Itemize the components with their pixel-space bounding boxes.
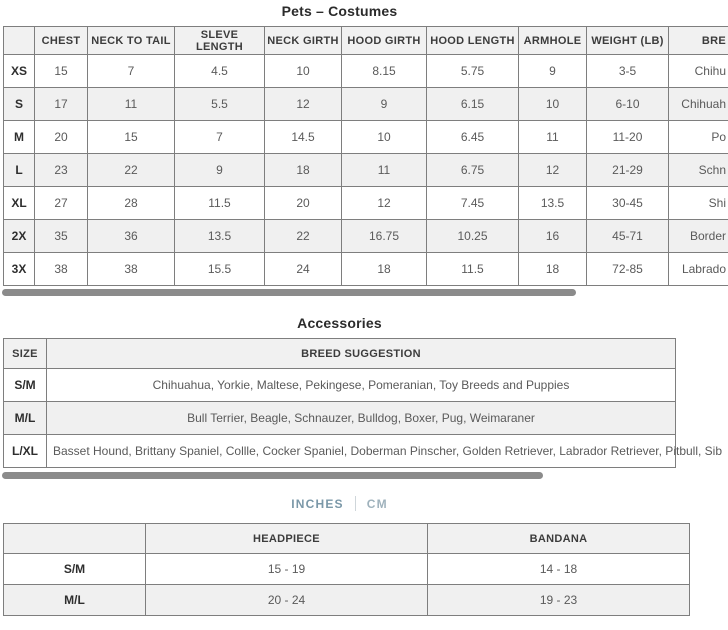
- table-row: [4, 55, 728, 88]
- breed-cell-clipped: Po: [669, 121, 728, 154]
- cell: 7.45: [427, 187, 519, 220]
- cell: 11: [519, 121, 587, 154]
- cell: 10: [265, 55, 342, 88]
- size-label: 2X: [4, 220, 35, 253]
- unit-toggle: [0, 496, 679, 511]
- size-label: M: [4, 121, 35, 154]
- cell: 6.45: [427, 121, 519, 154]
- size-label: XL: [4, 187, 35, 220]
- unit-tab-inches[interactable]: INCHES: [291, 496, 344, 511]
- cell: 9: [175, 154, 265, 187]
- breed-cell-clipped: Schn: [669, 154, 728, 187]
- cell: 13.5: [519, 187, 587, 220]
- cell: 38: [88, 253, 175, 286]
- size-label: S/M: [4, 369, 47, 402]
- cell: 20: [35, 121, 88, 154]
- breed-cell-clipped: Shi: [669, 187, 728, 220]
- headpiece-cell: 20 - 24: [146, 585, 428, 616]
- cell: 12: [342, 187, 427, 220]
- cell: 22: [265, 220, 342, 253]
- cell: 5.5: [175, 88, 265, 121]
- cell: 11.5: [175, 187, 265, 220]
- cell: 15: [88, 121, 175, 154]
- cell: 3-5: [587, 55, 669, 88]
- cell: 30-45: [587, 187, 669, 220]
- cell: 4.5: [175, 55, 265, 88]
- cell: 8.15: [342, 55, 427, 88]
- sleve-length-header: SLEVE LENGTH: [175, 27, 265, 55]
- table-row: [4, 369, 676, 402]
- cell: 24: [265, 253, 342, 286]
- cell: 7: [88, 55, 175, 88]
- table-row: [4, 253, 728, 286]
- size-label: XS: [4, 55, 35, 88]
- costumes-size-table: [3, 26, 728, 286]
- horizontal-scrollbar-thumb[interactable]: [2, 472, 543, 479]
- headwear-size-table: [3, 523, 690, 616]
- bandana-header: BANDANA: [428, 524, 690, 554]
- cell: 22: [88, 154, 175, 187]
- cell: 7: [175, 121, 265, 154]
- cell: 11: [342, 154, 427, 187]
- cell: 45-71: [587, 220, 669, 253]
- cell: 35: [35, 220, 88, 253]
- cell: 5.75: [427, 55, 519, 88]
- hood-length-header: HOOD LENGTH: [427, 27, 519, 55]
- cell: 10.25: [427, 220, 519, 253]
- neck-to-tail-header: NECK TO TAIL: [88, 27, 175, 55]
- breed-cell-clipped: Labrado: [669, 253, 728, 286]
- breed-suggestion-cell: Bull Terrier, Beagle, Schnauzer, Bulldog, Boxer, Pug, Weimaraner: [47, 402, 676, 435]
- cell: 28: [88, 187, 175, 220]
- cell: 6.75: [427, 154, 519, 187]
- accessories-header-row: [4, 339, 676, 369]
- table-row: [4, 220, 728, 253]
- cell: 6-10: [587, 88, 669, 121]
- table-row: [4, 402, 676, 435]
- cell: 14.5: [265, 121, 342, 154]
- breed-suggestion-cell-clipped: Basset Hound, Brittany Spaniel, Collle, Cocker Spaniel, Doberman Pinscher, Golden Retriever, Labrador Retriever, Pitbull, Sib: [47, 435, 676, 468]
- breed-cell-clipped: Border: [669, 220, 728, 253]
- cell: 15: [35, 55, 88, 88]
- cell: 10: [519, 88, 587, 121]
- size-label: L: [4, 154, 35, 187]
- bandana-cell: 19 - 23: [428, 585, 690, 616]
- armhole-header: ARMHOLE: [519, 27, 587, 55]
- size-label: S/M: [4, 554, 146, 585]
- breed-suggestion-cell: Chihuahua, Yorkie, Maltese, Pekingese, Pomeranian, Toy Breeds and Puppies: [47, 369, 676, 402]
- headpiece-cell: 15 - 19: [146, 554, 428, 585]
- table-row: [4, 88, 728, 121]
- cell: 10: [342, 121, 427, 154]
- cell: 72-85: [587, 253, 669, 286]
- neck-girth-header: NECK GIRTH: [265, 27, 342, 55]
- cell: 27: [35, 187, 88, 220]
- size-label: L/XL: [4, 435, 47, 468]
- costumes-title: Pets – Costumes: [281, 3, 398, 19]
- cell: 18: [265, 154, 342, 187]
- breed-header-clipped: BRE: [669, 27, 728, 55]
- table-row: [4, 121, 728, 154]
- cell: 21-29: [587, 154, 669, 187]
- table-row: [4, 187, 728, 220]
- cell: 17: [35, 88, 88, 121]
- cell: 11.5: [427, 253, 519, 286]
- cell: 13.5: [175, 220, 265, 253]
- unit-divider: [355, 496, 356, 511]
- cell: 20: [265, 187, 342, 220]
- size-column-header: [4, 524, 146, 554]
- cell: 38: [35, 253, 88, 286]
- weight-header: WEIGHT (LB): [587, 27, 669, 55]
- table-row: [4, 435, 676, 468]
- accessories-table: [3, 338, 723, 468]
- cell: 11-20: [587, 121, 669, 154]
- costumes-header-row: [4, 27, 728, 55]
- cell: 15.5: [175, 253, 265, 286]
- cell: 16.75: [342, 220, 427, 253]
- table-row: [4, 154, 728, 187]
- size-label: M/L: [4, 402, 47, 435]
- cell: 16: [519, 220, 587, 253]
- hood-girth-header: HOOD GIRTH: [342, 27, 427, 55]
- table-row: [4, 554, 690, 585]
- cell: 18: [342, 253, 427, 286]
- bandana-cell: 14 - 18: [428, 554, 690, 585]
- size-label: M/L: [4, 585, 146, 616]
- size-label: S: [4, 88, 35, 121]
- table-row: [4, 585, 690, 616]
- breed-cell-clipped: Chihuah: [669, 88, 728, 121]
- size-header: SIZE: [4, 339, 47, 369]
- cell: 11: [88, 88, 175, 121]
- unit-tab-cm[interactable]: CM: [366, 496, 388, 511]
- cell: 36: [88, 220, 175, 253]
- cell: 9: [342, 88, 427, 121]
- headwear-header-row: [4, 524, 690, 554]
- size-column-header: [4, 27, 35, 55]
- cell: 23: [35, 154, 88, 187]
- breed-cell-clipped: Chihu: [669, 55, 728, 88]
- breed-suggestion-header: BREED SUGGESTION: [47, 339, 676, 369]
- cell: 12: [519, 154, 587, 187]
- chest-header: CHEST: [35, 27, 88, 55]
- headpiece-header: HEADPIECE: [146, 524, 428, 554]
- cell: 9: [519, 55, 587, 88]
- cell: 12: [265, 88, 342, 121]
- size-label: 3X: [4, 253, 35, 286]
- cell: 6.15: [427, 88, 519, 121]
- horizontal-scrollbar-thumb[interactable]: [2, 289, 576, 296]
- accessories-title: Accessories: [297, 315, 382, 331]
- cell: 18: [519, 253, 587, 286]
